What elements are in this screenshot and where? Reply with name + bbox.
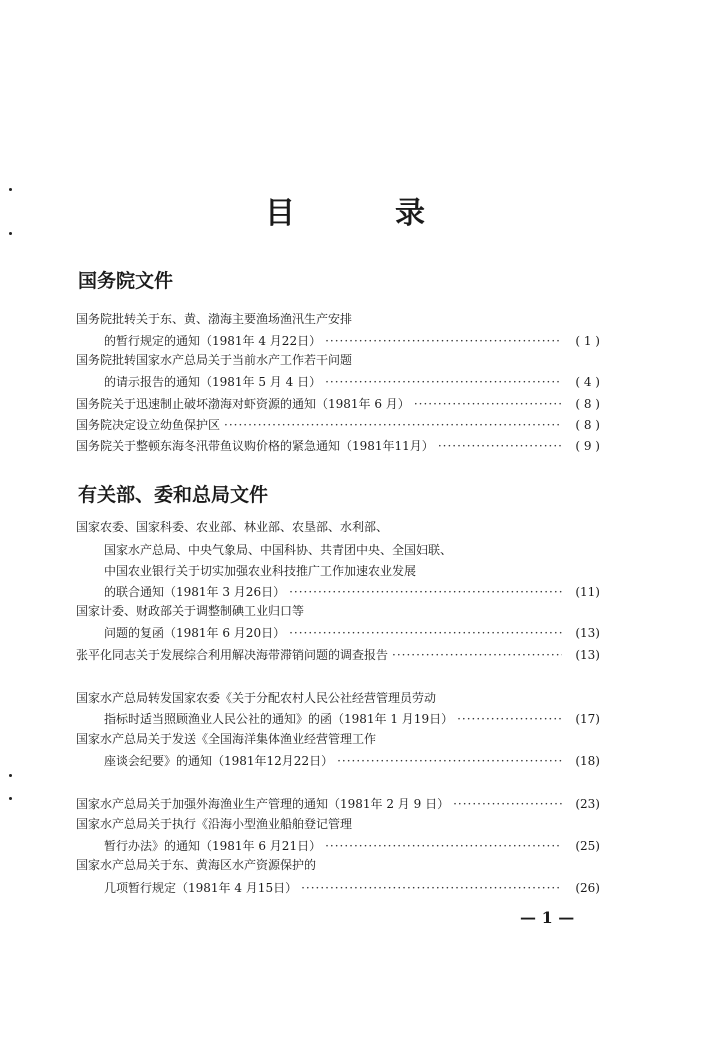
scan-speck (9, 188, 12, 191)
toc-entry-page: (13) (575, 626, 600, 640)
toc-entry (76, 857, 600, 873)
toc-entry-text: 国务院关于整顿东海冬汛带鱼议购价格的紧急通知（1981年11月） (76, 439, 434, 453)
dot-leader (457, 711, 562, 727)
toc-entry (104, 333, 600, 349)
dot-leader (414, 396, 562, 412)
toc-entry (76, 816, 600, 832)
toc-entry (76, 731, 600, 747)
toc-entry-text: 国家水产总局关于东、黄海区水产资源保护的 (76, 858, 317, 872)
toc-entry-text: 国务院批转国家水产总局关于当前水产工作若干问题 (76, 353, 353, 367)
toc-entry-text: 座谈会纪要》的通知（1981年12月22日） (104, 754, 334, 768)
toc-entry (76, 647, 600, 663)
toc-entry-page: ( 8 ) (575, 397, 600, 411)
toc-entry (104, 753, 600, 769)
scan-speck (9, 774, 12, 777)
toc-entry (104, 838, 600, 854)
toc-entry-page: ( 4 ) (575, 375, 600, 389)
dot-leader (301, 880, 562, 896)
toc-entry (76, 796, 600, 812)
toc-entry-page: (23) (575, 797, 600, 811)
toc-entry-text: 国家水产总局关于执行《沿海小型渔业船舶登记管理 (76, 817, 353, 831)
toc-entry-text: 几项暂行规定（1981年 4 月15日） (104, 881, 298, 895)
toc-entry-page: ( 9 ) (575, 439, 600, 453)
toc-entry-text: 国家水产总局转发国家农委《关于分配农村人民公社经营管理员劳动 (76, 691, 437, 705)
toc-entry-text: 国家水产总局关于发送《全国海洋集体渔业经营管理工作 (76, 732, 377, 746)
dot-leader (325, 838, 562, 854)
toc-entry-text: 国务院关于迅速制止破坏渤海对虾资源的通知（1981年 6 月） (76, 397, 410, 411)
toc-entry (104, 563, 600, 579)
dot-leader (337, 753, 562, 769)
toc-entry-text: 张平化同志关于发展综合利用解决海带滞销问题的调查报告 (76, 648, 389, 662)
section-heading-state-council: 国务院文件 (78, 270, 174, 292)
dot-leader (325, 374, 562, 390)
dot-leader (289, 625, 562, 641)
toc-entry-page: (26) (575, 881, 600, 895)
toc-entry-page: ( 1 ) (575, 334, 600, 348)
toc-entry-text: 问题的复函（1981年 6 月20日） (104, 626, 286, 640)
toc-entry (76, 311, 600, 327)
page-title (265, 188, 425, 232)
toc-entry (104, 542, 600, 558)
toc-entry-text: 的请示报告的通知（1981年 5 月 4 日） (104, 375, 322, 389)
toc-entry-page: (25) (575, 839, 600, 853)
dot-leader (224, 417, 562, 433)
toc-entry (104, 584, 600, 600)
toc-entry-text: 国家农委、国家科委、农业部、林业部、农垦部、水利部、 (76, 520, 389, 534)
toc-entry (104, 711, 600, 727)
toc-entry-text: 的联合通知（1981年 3 月26日） (104, 585, 286, 599)
toc-entry-page: ( 8 ) (575, 418, 600, 432)
toc-entry (104, 374, 600, 390)
toc-entry (76, 352, 600, 368)
toc-entry-text: 暂行办法》的通知（1981年 6 月21日） (104, 839, 322, 853)
toc-entry-text: 国家水产总局、中央气象局、中国科协、共青团中央、全国妇联、 (104, 543, 453, 557)
title-char-left: 目 (265, 196, 295, 231)
toc-entry (76, 417, 600, 433)
scan-speck (9, 232, 12, 235)
dot-leader (453, 796, 562, 812)
scan-speck (9, 797, 12, 800)
section-heading-ministries: 有关部、委和总局文件 (78, 484, 269, 506)
toc-entry-text: 中国农业银行关于切实加强农业科技推广工作加速农业发展 (104, 564, 417, 578)
dot-leader (392, 647, 562, 663)
toc-entry (76, 438, 600, 454)
toc-entry-text: 的暂行规定的通知（1981年 4 月22日） (104, 334, 322, 348)
page-number: — 1 — (520, 908, 575, 927)
toc-entry-page: (18) (575, 754, 600, 768)
toc-entry (104, 880, 600, 896)
toc-entry-text: 国家计委、财政部关于调整制碘工业归口等 (76, 604, 305, 618)
toc-entry (76, 603, 600, 619)
toc-entry (76, 690, 600, 706)
title-char-right: 录 (395, 196, 425, 231)
toc-entry-page: (17) (575, 712, 600, 726)
toc-entry (76, 396, 600, 412)
toc-entry (76, 519, 600, 535)
toc-entry-text: 国务院决定设立幼鱼保护区 (76, 418, 221, 432)
dot-leader (438, 438, 562, 454)
dot-leader (289, 584, 562, 600)
toc-entry-text: 国务院批转关于东、黄、渤海主要渔场渔汛生产安排 (76, 312, 353, 326)
toc-entry-text: 指标时适当照顾渔业人民公社的通知》的函（1981年 1 月19日） (104, 712, 454, 726)
toc-entry-page: (11) (575, 585, 600, 599)
toc-entry-page: (13) (575, 648, 600, 662)
toc-entry-text: 国家水产总局关于加强外海渔业生产管理的通知（1981年 2 月 9 日） (76, 797, 450, 811)
toc-entry (104, 625, 600, 641)
dot-leader (325, 333, 562, 349)
